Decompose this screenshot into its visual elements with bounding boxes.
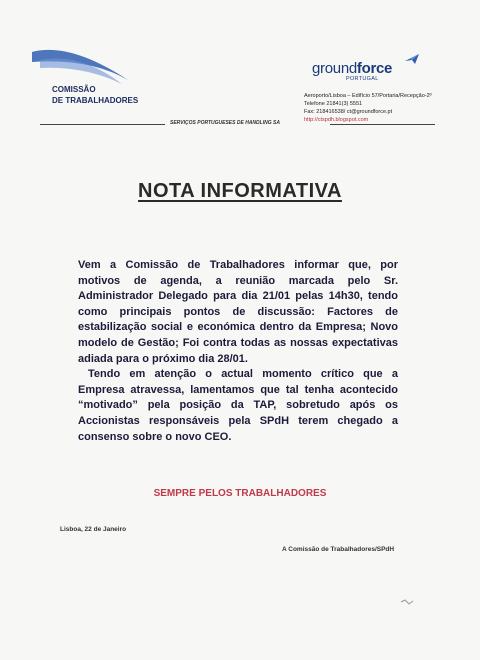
brand-name: groundforce: [312, 60, 393, 77]
blog-url: http://ctspdh.blogspot.com: [304, 117, 369, 123]
committee-name: [52, 84, 138, 106]
address-line-3: Fax: 218416538/ ct@groundforce.pt: [304, 109, 393, 115]
groundforce-logo: [312, 52, 442, 84]
body-paragraph-2: Tendo em atenção o actual momento crítico que a Empresa atravessa, lamentamos que tal tenha acontecido “motivado” pela posição da TAP, sobretudo após os Accionistas responsáveis pela SPdH terem chegado a consenso sobre o novo CEO.: [78, 368, 398, 443]
body-paragraph-1: Vem a Comissão de Trabalhadores informar que, por motivos de agenda, a reunião marcada pelo Sr. Administrador Delegado para dia 21/01 pelas 14h30, tendo como principais pontos de discussão: Factores de estabilização social e económica dentro da Empresa; Novo modelo de Gestão; Foi contra todas as nossas expectativas adiada para o próximo dia 28/01.: [78, 259, 398, 365]
company-name: SERVIÇOS PORTUGUESES DE HANDLING SA: [170, 120, 280, 126]
document-date: Lisboa, 22 de Janeiro: [60, 526, 127, 533]
slogan: SEMPRE PELOS TRABALHADORES: [153, 488, 327, 499]
signature: A Comissão de Trabalhadores/SPdH: [282, 546, 395, 553]
address-line-1: Aeroporto/Lisboa – Edifício 57/Portaria/Recepção-2º: [304, 93, 432, 99]
brand-country: PORTUGAL: [346, 76, 379, 82]
committee-line-2: DE TRABALHADORES: [52, 96, 139, 105]
document-title: NOTA INFORMATIVA: [138, 180, 342, 202]
notice-body: [78, 258, 398, 445]
address-line-2: Telefone 21841(3) 5551: [304, 101, 363, 107]
page-mark-icon: [400, 598, 414, 606]
contact-address: [304, 92, 432, 124]
committee-logo-icon: [30, 40, 130, 90]
committee-line-1: COMISSÃO: [52, 85, 96, 94]
airplane-icon: [404, 52, 420, 66]
header-divider-right: [330, 124, 435, 125]
header-divider-left: [40, 124, 165, 125]
